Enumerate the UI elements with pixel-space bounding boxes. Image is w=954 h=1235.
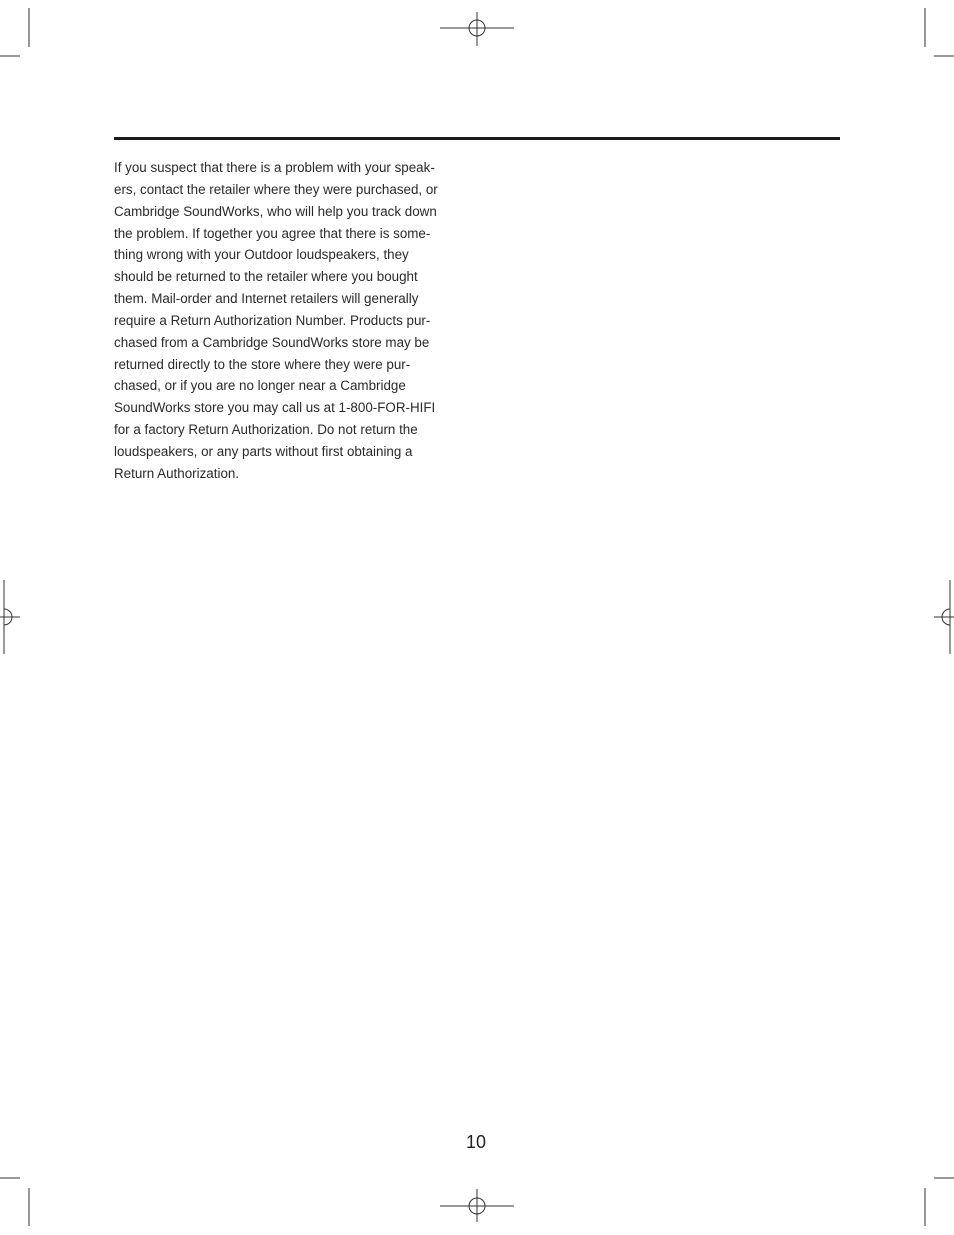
paragraph-line: them. Mail-order and Internet retailers will generally [114, 291, 419, 307]
paragraph-line: ers, contact the retailer where they were purchased, or [114, 181, 438, 197]
paragraph-line: If you suspect that there is a problem with your speak- [114, 160, 435, 175]
registration-target-right [934, 580, 954, 654]
paragraph-line: the problem. If together you agree that there is some- [114, 225, 431, 241]
page-number: 10 [466, 1132, 487, 1152]
paragraph-line: should be returned to the retailer where you bought [114, 269, 418, 285]
paragraph-line: chased, or if you are no longer near a Cambridge [114, 378, 406, 394]
paragraph-line: chased from a Cambridge SoundWorks store may be [114, 334, 430, 350]
registration-target-top [440, 12, 514, 46]
paragraph-line: for a factory Return Authorization. Do not return the [114, 422, 418, 438]
paragraph-line: Cambridge SoundWorks, who will help you track down [114, 203, 437, 219]
header-rule [114, 137, 840, 140]
body-paragraph [114, 157, 466, 485]
registration-target-bottom [440, 1189, 514, 1222]
paragraph-line: returned directly to the store where they were pur- [114, 356, 411, 372]
paragraph-line: SoundWorks store you may call us at 1-800-FOR-HIFI [114, 400, 436, 416]
paragraph-line: Return Authorization. [114, 465, 240, 481]
registration-target-left [0, 580, 20, 654]
paragraph-line: loudspeakers, or any parts without first obtaining a [114, 443, 413, 459]
paragraph-line: require a Return Authorization Number. Products pur- [114, 312, 431, 328]
paragraph-line: thing wrong with your Outdoor loudspeakers, they [114, 247, 409, 263]
